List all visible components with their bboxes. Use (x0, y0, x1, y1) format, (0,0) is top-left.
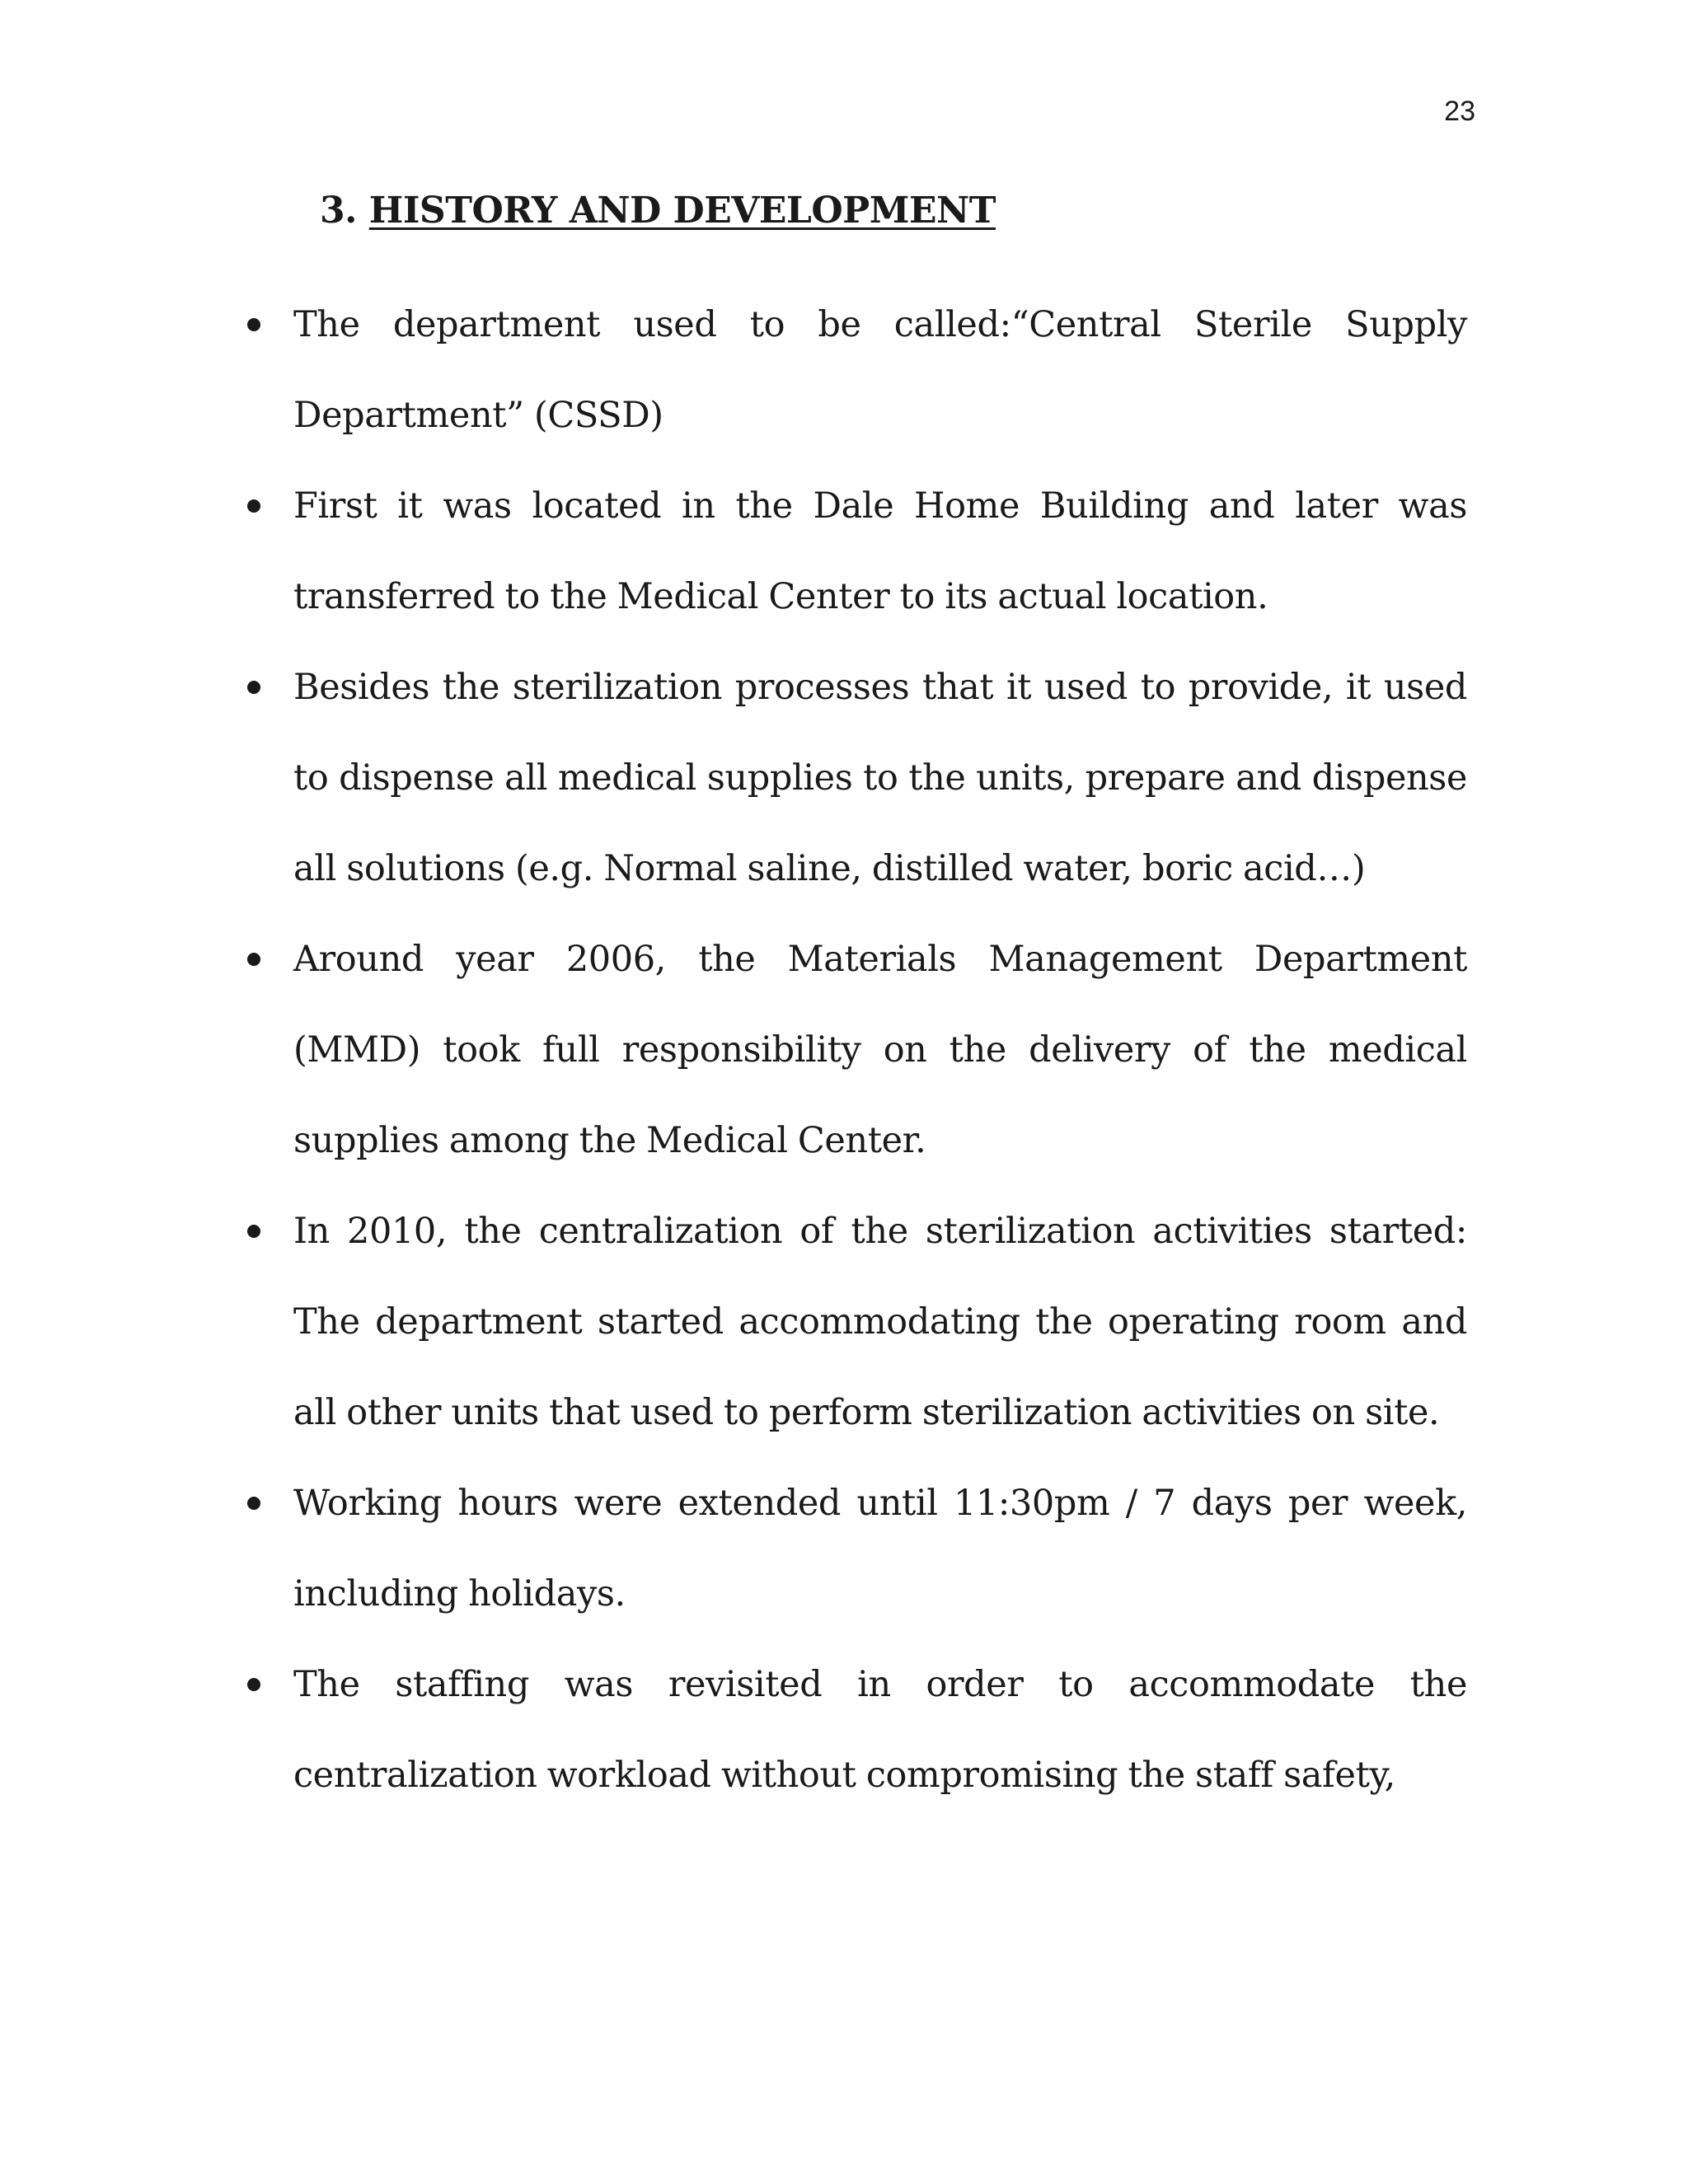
bullet-text: Besides the sterilization processes that it used to provide, it used to dispense all medical supplies to the units, prepare and dispense all solutions (e.g. Normal saline, distilled water, boric acid…) (293, 667, 1467, 889)
bullet-icon (247, 953, 260, 966)
bullet-icon (247, 1678, 260, 1691)
bullet-text: First it was located in the Dale Home Building and later was transferred to the Medical Center to its actual location. (293, 485, 1467, 617)
bullet-item-mmd (247, 914, 1467, 1186)
bullet-text: The staffing was revisited in order to accommodate the centralization workload without compromising the staff safety, (293, 1664, 1467, 1796)
bullet-icon (247, 1497, 260, 1510)
bullet-item-working-hours (247, 1458, 1467, 1639)
bullet-item-cssd (247, 279, 1467, 461)
history-bullet-list (247, 279, 1467, 1821)
bullet-icon (247, 1225, 260, 1238)
section-heading (320, 190, 996, 232)
bullet-icon (247, 499, 260, 513)
section-title: HISTORY AND DEVELOPMENT (368, 190, 996, 232)
page-number: 23 (1444, 96, 1475, 127)
bullet-text: The department used to be called:“Central Sterile Supply Department” (CSSD) (293, 304, 1467, 436)
bullet-text: Working hours were extended until 11:30pm / 7 days per week, including holidays. (293, 1483, 1467, 1615)
bullet-text: Around year 2006, the Materials Management Department (MMD) took full responsibility on the delivery of the medical supplies among the Medical Center. (293, 939, 1467, 1161)
section-number: 3. (320, 190, 357, 232)
bullet-icon (247, 681, 260, 694)
bullet-text: In 2010, the centralization of the sterilization activities started: The department started accommodating the operating room and all other units that used to perform sterilization activities on site. (293, 1211, 1467, 1433)
bullet-icon (247, 318, 260, 331)
bullet-item-centralization (247, 1186, 1467, 1458)
bullet-item-staffing (247, 1639, 1467, 1821)
bullet-item-location (247, 461, 1467, 642)
bullet-item-supplies (247, 642, 1467, 914)
